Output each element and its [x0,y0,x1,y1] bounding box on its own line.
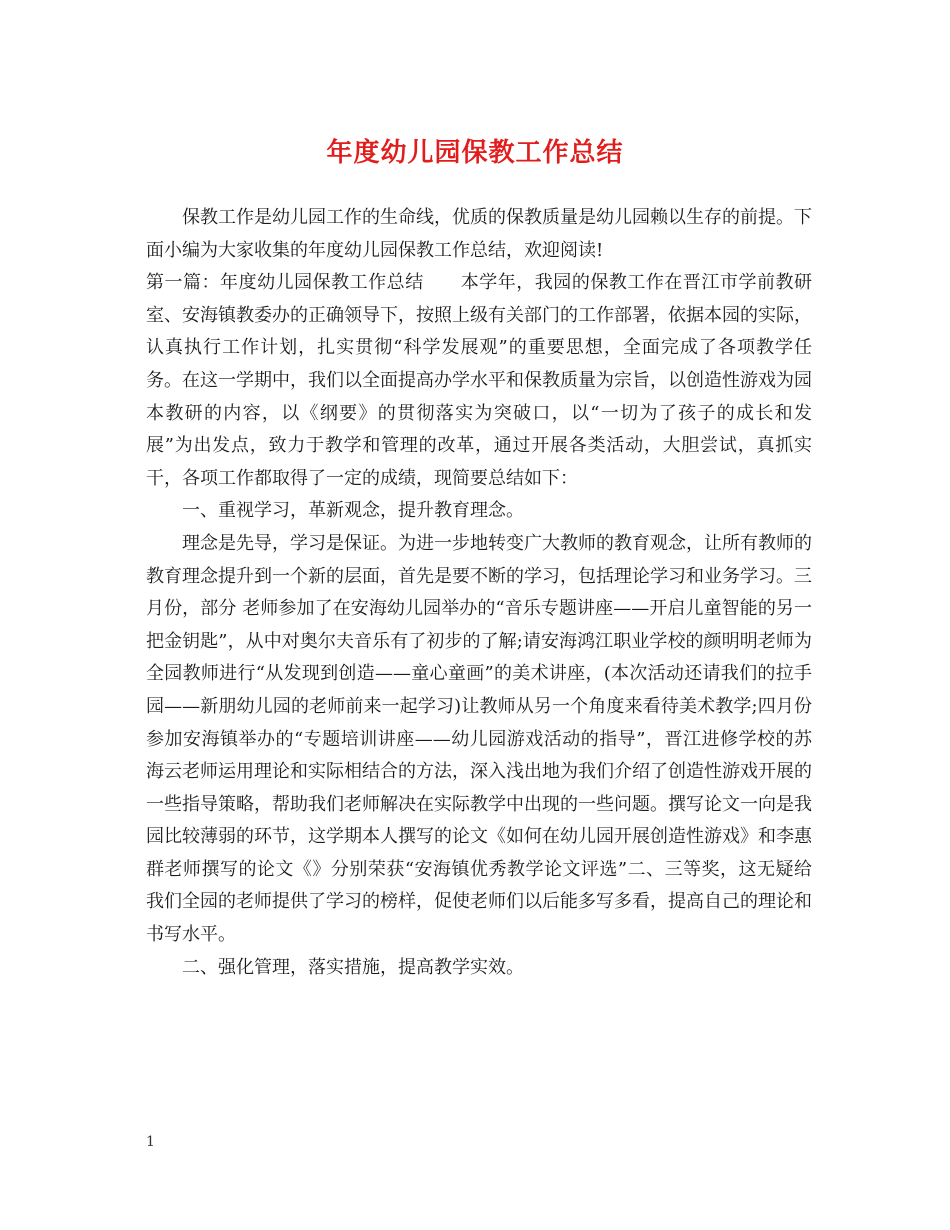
document-title: 年度幼儿园保教工作总结 [326,138,624,168]
section-heading-one: 一、重视学习，革新观念，提升教育理念。 [182,500,524,522]
paragraph-learning: 理念是先导，学习是保证。为进一步地转变广大教师的教育观念，让所有教师的教育理念提升到一个新的层面，首先是要不断的学习，包括理论学习和业务学习。三月份，部分 老师参加了在安海幼儿园举办的“音乐专题讲座——开启儿童智能的另一把金钥匙”，从中对奥尔夫音乐有了初步的了解;请安海鸿江职业学校的颜明明老师为全园教师进行“从发现到创造——童心童画”的美术讲座，(本次活动还请我们的拉手园——新朋幼儿园的老师前来一起学习)让教师从另一个角度来看待美术教学;四月份参加安海镇举办的“专题培训讲座——幼儿园游戏活动的指导”，晋江进修学校的苏海云老师运用理论和实际相结合的方法，深入浅出地为我们介绍了创造性游戏开展的一些指导策略，帮助我们老师解决在实际教学中出现的一些问题。撰写论文一向是我园比较薄弱的环节，这学期本人撰写的论文《如何在幼儿园开展创造性游戏》和李惠群老师撰写的论文《》分别荣获“安海镇优秀教学论文评选”二、三等奖，这无疑给我们全园的老师提供了学习的榜样，促使老师们以后能多写多看，提高自己的理论和书写水平。 [146,532,812,946]
paragraph-part-one: 第一篇：年度幼儿园保教工作总结 本学年，我园的保教工作在晋江市学前教研室、安海镇教委办的正确领导下，按照上级有关部门的工作部署，依据本园的实际，认真执行工作计划，扎实贯彻“科学发展观”的重要思想，全面完成了各项教学任务。在这一学期中，我们以全面提高办学水平和保教质量为宗旨，以创造性游戏为园本教研的内容，以《纲要》的贯彻落实为突破口，以“一切为了孩子的成长和发展”为出发点，致力于教学和管理的改革，通过开展各类活动，大胆尝试，真抓实干，各项工作都取得了一定的成绩，现简要总结如下： [146,272,812,489]
page-number: 1 [146,1134,155,1150]
document-body [146,202,812,984]
paragraph-intro: 保教工作是幼儿园工作的生命线，优质的保教质量是幼儿园赖以生存的前提。下面小编为大家收集的年度幼儿园保教工作总结，欢迎阅读! [146,207,812,261]
section-heading-two: 二、强化管理，落实措施，提高教学实效。 [182,956,524,978]
